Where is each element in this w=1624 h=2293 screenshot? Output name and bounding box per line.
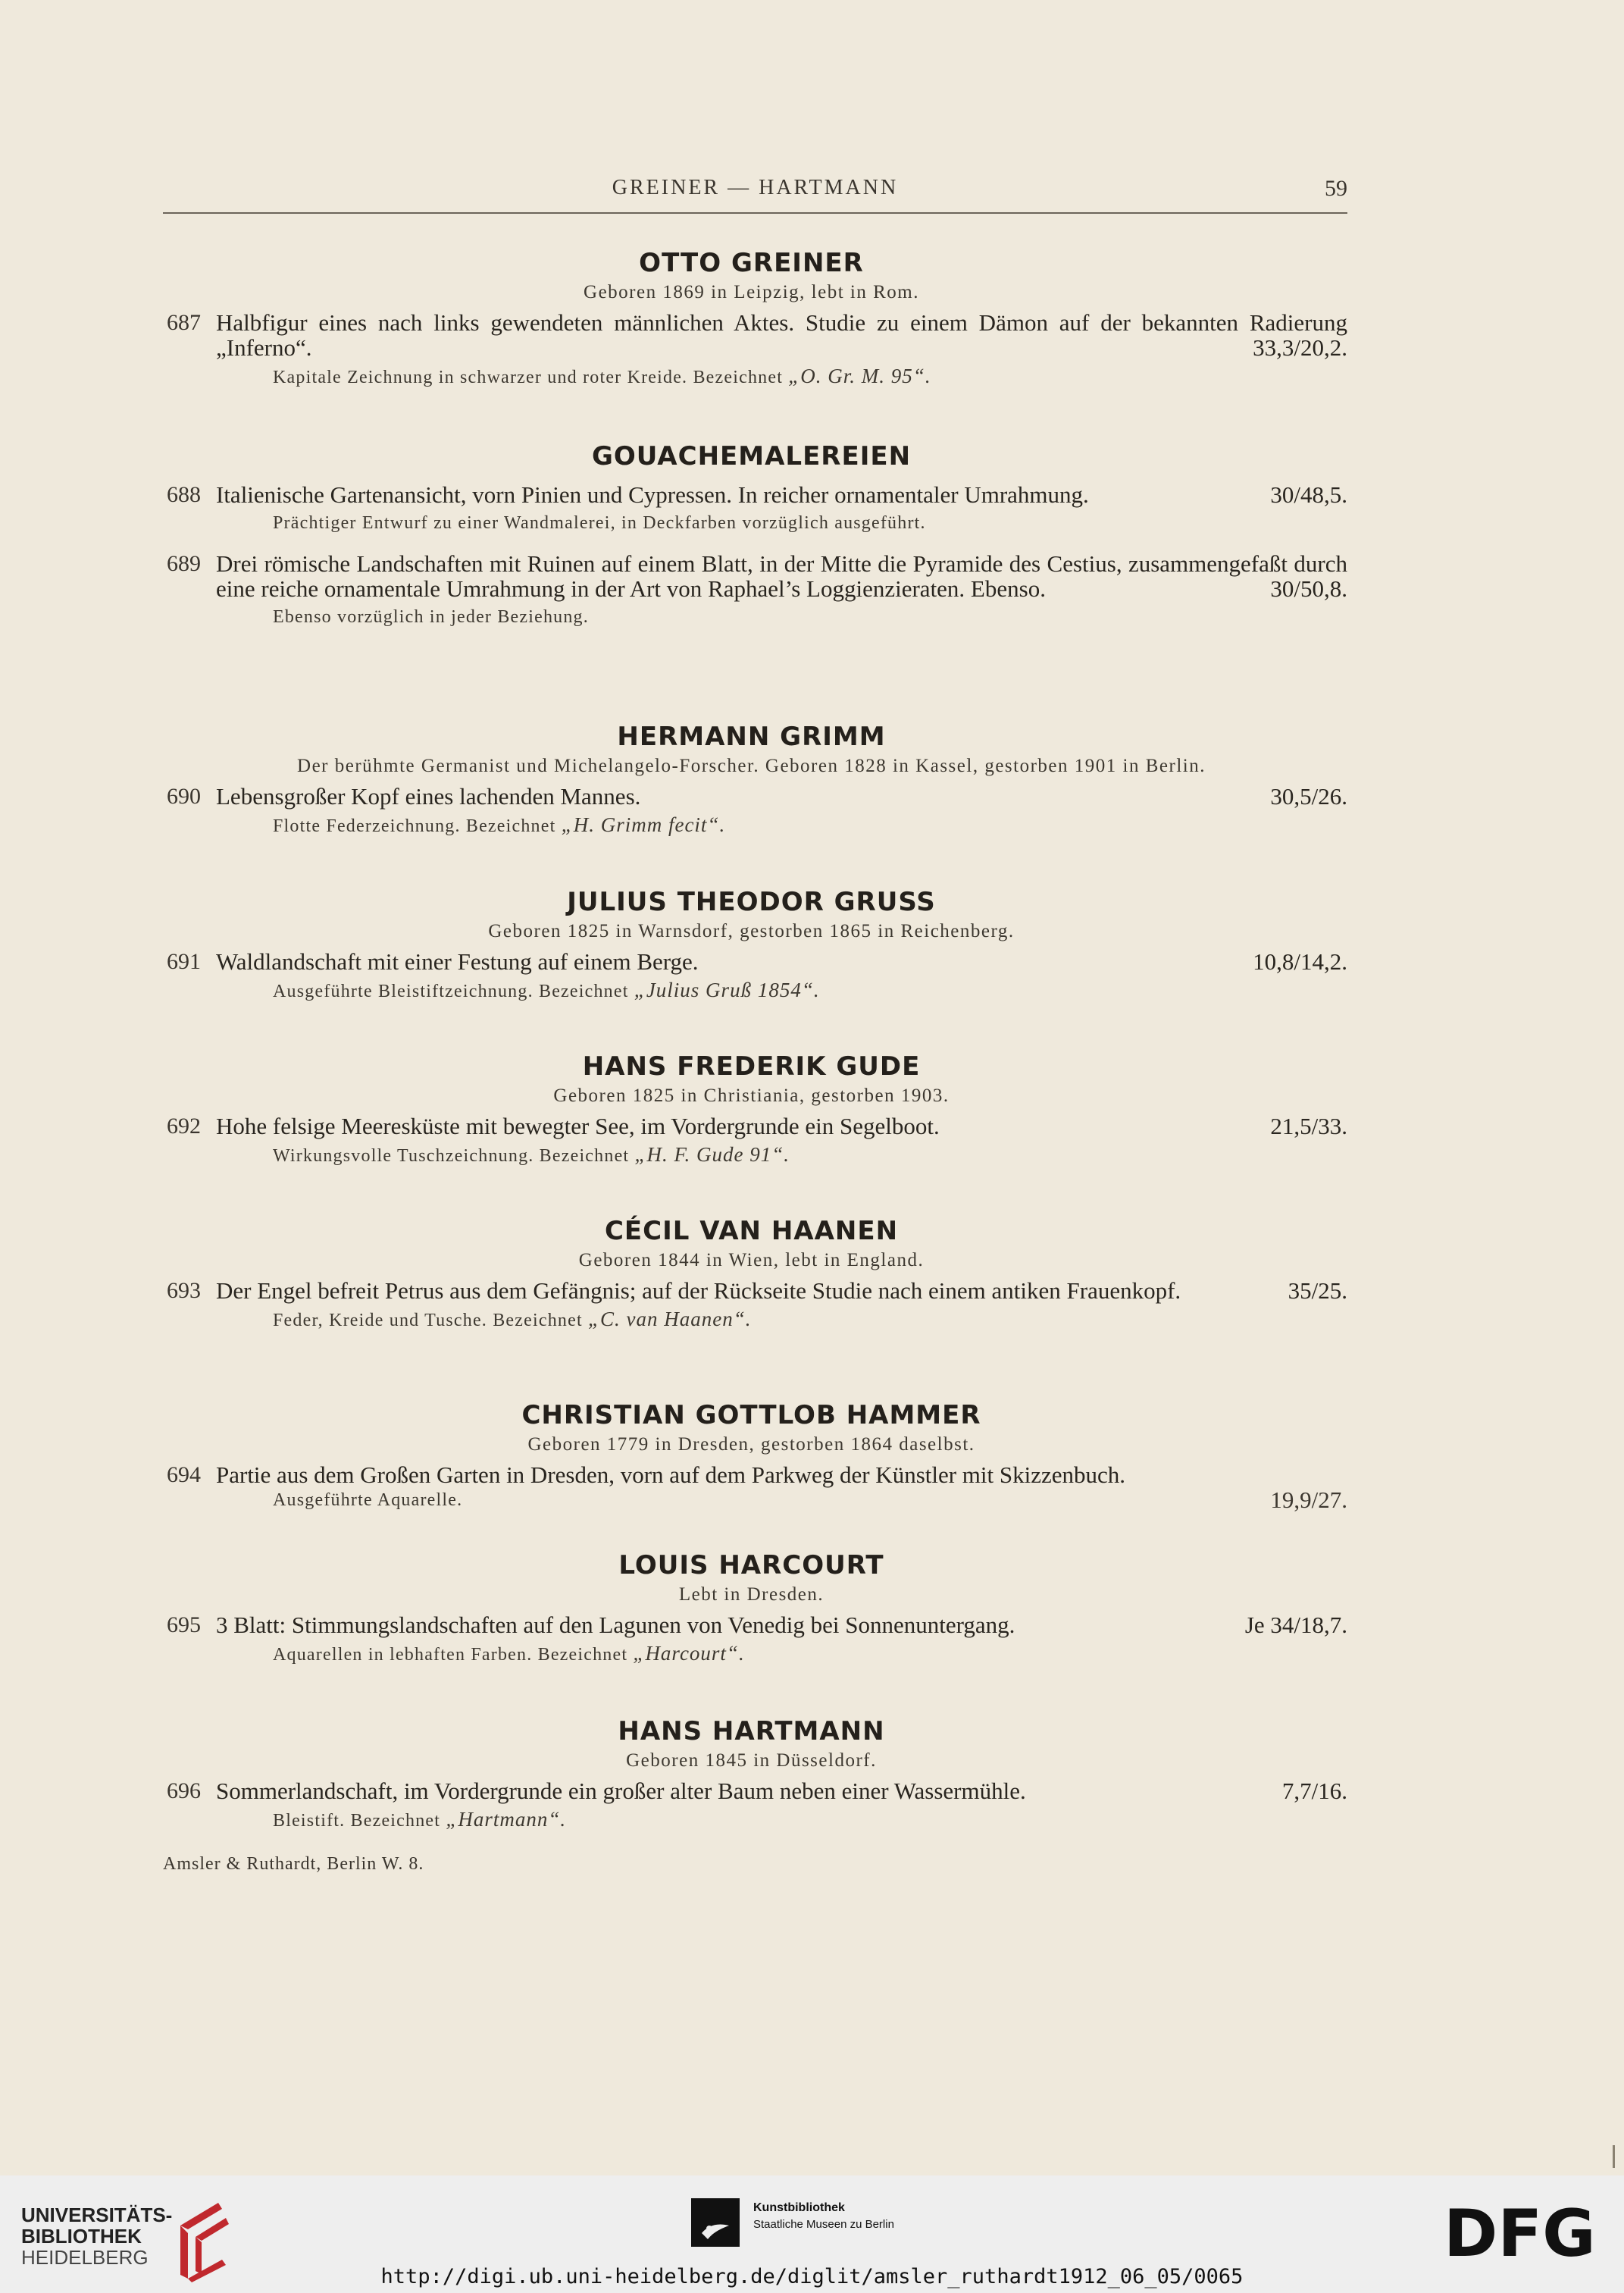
entry-description bbox=[216, 1114, 1347, 1139]
digitization-footer bbox=[0, 2176, 1624, 2293]
running-title: GREINER — HARTMANN bbox=[612, 176, 899, 199]
catalog-entry bbox=[155, 1778, 1347, 1837]
artist-section-hartmann bbox=[155, 1715, 1347, 1837]
artist-name: LOUIS HARCOURT bbox=[618, 1550, 884, 1580]
kunstbibliothek-emblem-icon bbox=[691, 2198, 740, 2247]
entry-note bbox=[273, 360, 1347, 393]
note-text: Flotte Federzeichnung. Bezeichnet bbox=[273, 816, 562, 836]
catalog-entry bbox=[155, 551, 1347, 633]
entry-text: Waldlandschaft mit einer Festung auf einem Berge. bbox=[216, 948, 699, 975]
entry-text: Halbfigur eines nach links gewendeten männlichen Aktes. Studie zu einem Dämon auf der bekannten Radierung „Inferno“. bbox=[216, 309, 1347, 361]
artist-bio: Geboren 1779 in Dresden, gestorben 1864 daselbst. bbox=[527, 1434, 975, 1455]
lot-number: 692 bbox=[167, 1114, 201, 1139]
ub-line-3: HEIDELBERG bbox=[21, 2246, 149, 2269]
catalog-entry bbox=[155, 310, 1347, 393]
entry-size: 21,5/33. bbox=[1270, 1113, 1347, 1139]
artist-name: HANS HARTMANN bbox=[618, 1716, 885, 1746]
entry-description bbox=[216, 310, 1347, 360]
artist-bio: Lebt in Dresden. bbox=[678, 1584, 825, 1605]
entry-description bbox=[216, 784, 1347, 809]
artist-section-grimm bbox=[155, 720, 1347, 842]
ub-logo-text bbox=[21, 2204, 172, 2268]
entry-text: Der Engel befreit Petrus aus dem Gefängnis; auf der Rückseite Studie nach einem antiken Frauenkopf. bbox=[216, 1277, 1181, 1304]
entry-text: Italienische Gartenansicht, vorn Pinien und Cypressen. In reicher ornamentaler Umrahmung. bbox=[216, 481, 1089, 508]
entry-note bbox=[273, 1139, 1347, 1172]
note-text: Feder, Kreide und Tusche. Bezeichnet bbox=[273, 1311, 589, 1330]
dfg-text: DFG bbox=[1444, 2201, 1596, 2266]
entry-note bbox=[273, 1637, 1347, 1671]
artist-name: HERMANN GRIMM bbox=[617, 722, 886, 752]
lot-number: 694 bbox=[167, 1462, 201, 1487]
entry-size: 30/48,5. bbox=[1270, 481, 1347, 508]
artist-section-harcourt bbox=[155, 1549, 1347, 1671]
signature-text: „H. Grimm fecit“. bbox=[561, 813, 726, 836]
catalog-entry bbox=[155, 1462, 1347, 1513]
entry-size: 33,3/20,2. bbox=[1253, 334, 1347, 361]
entry-note bbox=[273, 1803, 1347, 1837]
entry-size: 30/50,8. bbox=[1270, 575, 1347, 602]
entry-note bbox=[273, 1303, 1347, 1336]
catalog-entry bbox=[155, 784, 1347, 842]
entry-description bbox=[216, 551, 1347, 601]
entry-text: 3 Blatt: Stimmungslandschaften auf den Lagunen von Venedig bei Sonnenuntergang. bbox=[216, 1612, 1015, 1638]
artist-heading bbox=[155, 1399, 1347, 1458]
lot-number: 695 bbox=[167, 1612, 201, 1637]
entry-description bbox=[216, 1612, 1347, 1637]
artist-section-greiner bbox=[155, 246, 1347, 393]
signature-text: „C. van Haanen“. bbox=[588, 1308, 752, 1330]
artist-bio: Geboren 1869 in Leipzig, lebt in Rom. bbox=[584, 282, 919, 302]
entry-size: Je 34/18,7. bbox=[1244, 1612, 1347, 1638]
entry-description bbox=[216, 1462, 1347, 1487]
catalog-entry bbox=[155, 949, 1347, 1007]
entry-note: Prächtiger Entwurf zu einer Wandmalerei, in Deckfarben vorzüglich ausgeführt. bbox=[273, 513, 926, 533]
header-rule bbox=[163, 212, 1347, 214]
artist-bio: Geboren 1845 in Düsseldorf. bbox=[626, 1750, 877, 1771]
dfg-logo[interactable] bbox=[1444, 2201, 1607, 2266]
artist-section-hammer bbox=[155, 1399, 1347, 1513]
entry-note bbox=[273, 809, 1347, 842]
signature-text: „Hartmann“. bbox=[446, 1808, 567, 1831]
catalog-entry bbox=[155, 482, 1347, 539]
ub-line-1: UNIVERSITÄTS- bbox=[21, 2204, 173, 2226]
entry-size: 19,9/27. bbox=[1270, 1486, 1347, 1513]
entry-text: Drei römische Landschaften mit Ruinen auf einem Blatt, in der Mitte die Pyramide des Cestius, zusammengefaßt durch eine reiche ornamentale Umrahmung in der Art von Raphael’s Loggienzieraten. Ebenso. bbox=[216, 550, 1347, 602]
artist-name: OTTO GREINER bbox=[639, 248, 864, 278]
catalog-entry bbox=[155, 1612, 1347, 1671]
dfg-wordmark bbox=[1444, 2201, 1607, 2266]
artist-bio: Geboren 1825 in Warnsdorf, gestorben 1865 in Reichenberg. bbox=[488, 921, 1015, 941]
entry-description bbox=[216, 1778, 1347, 1803]
artist-heading bbox=[155, 720, 1347, 779]
artist-name: JULIUS THEODOR GRUSS bbox=[567, 887, 936, 917]
artist-heading bbox=[155, 1050, 1347, 1109]
lot-number: 690 bbox=[167, 784, 201, 809]
section-gouachemalereien bbox=[155, 440, 1347, 633]
artist-bio: Geboren 1825 in Christiania, gestorben 1903. bbox=[553, 1085, 950, 1106]
section-title: GOUACHEMALEREIEN bbox=[591, 441, 912, 471]
entry-description bbox=[216, 482, 1347, 507]
lot-number: 688 bbox=[167, 482, 201, 507]
artist-heading bbox=[155, 1549, 1347, 1608]
scan-edge-mark bbox=[1613, 2145, 1615, 2168]
ub-line-2: BIBLIOTHEK bbox=[21, 2225, 142, 2248]
artist-section-gude bbox=[155, 1050, 1347, 1172]
note-text: Aquarellen in lebhaften Farben. Bezeichnet bbox=[273, 1645, 634, 1665]
entry-size: 30,5/26. bbox=[1270, 783, 1347, 810]
entry-description bbox=[216, 949, 1347, 974]
entry-text: Partie aus dem Großen Garten in Dresden, vorn auf dem Parkweg der Künstler mit Skizzenbuch. bbox=[216, 1461, 1126, 1488]
artist-name: HANS FREDERIK GUDE bbox=[582, 1051, 921, 1082]
note-text: Kapitale Zeichnung in schwarzer und roter Kreide. Bezeichnet bbox=[273, 368, 789, 387]
lot-number: 687 bbox=[167, 310, 201, 335]
artist-section-haanen bbox=[155, 1214, 1347, 1336]
artist-section-gruss bbox=[155, 885, 1347, 1007]
entry-size: 7,7/16. bbox=[1281, 1778, 1347, 1804]
artist-heading bbox=[155, 1715, 1347, 1774]
artist-name: CÉCIL VAN HAANEN bbox=[604, 1216, 899, 1246]
kunstbibliothek-text bbox=[753, 2200, 894, 2233]
running-head bbox=[163, 176, 1347, 214]
section-heading bbox=[155, 440, 1347, 473]
lot-number: 689 bbox=[167, 551, 201, 576]
catalog-entry bbox=[155, 1278, 1347, 1336]
lot-number: 693 bbox=[167, 1278, 201, 1303]
signature-text: „Julius Gruß 1854“. bbox=[634, 979, 820, 1001]
artist-heading bbox=[155, 1214, 1347, 1273]
entry-text: Sommerlandschaft, im Vordergrunde ein großer alter Baum neben einer Wassermühle. bbox=[216, 1778, 1026, 1804]
note-text: Ausgeführte Bleistiftzeichnung. Bezeichnet bbox=[273, 982, 634, 1001]
artist-name: CHRISTIAN GOTTLOB HAMMER bbox=[521, 1400, 981, 1430]
entry-note bbox=[273, 1487, 1347, 1513]
catalog-entry bbox=[155, 1114, 1347, 1172]
kb-line-2: Staatliche Museen zu Berlin bbox=[753, 2218, 894, 2231]
entry-description bbox=[216, 1278, 1347, 1303]
kunstbibliothek-logo[interactable] bbox=[691, 2198, 934, 2259]
entry-size: 10,8/14,2. bbox=[1253, 948, 1347, 975]
kb-line-1: Kunstbibliothek bbox=[753, 2201, 845, 2214]
entry-text: Lebensgroßer Kopf eines lachenden Mannes. bbox=[216, 783, 641, 810]
artist-bio: Geboren 1844 in Wien, lebt in England. bbox=[578, 1250, 925, 1270]
artist-bio: Der berühmte Germanist und Michelangelo-Forscher. Geboren 1828 in Kassel, gestorben 1901 in Berlin. bbox=[297, 756, 1206, 776]
entry-text: Hohe felsige Meeresküste mit bewegter See, im Vordergrunde ein Segelboot. bbox=[216, 1113, 940, 1139]
artist-heading bbox=[155, 246, 1347, 305]
page-number: 59 bbox=[1325, 176, 1347, 201]
entry-size: 35/25. bbox=[1288, 1277, 1347, 1304]
note-text: Ausgeführte Aquarelle. bbox=[273, 1490, 463, 1510]
note-text: Wirkungsvolle Tuschzeichnung. Bezeichnet bbox=[273, 1146, 635, 1166]
publisher-imprint: Amsler & Ruthardt, Berlin W. 8. bbox=[163, 1854, 424, 1874]
note-text: Bleistift. Bezeichnet bbox=[273, 1811, 446, 1831]
entry-note: Ebenso vorzüglich in jeder Beziehung. bbox=[273, 607, 589, 627]
lot-number: 696 bbox=[167, 1778, 201, 1803]
entry-note bbox=[273, 974, 1347, 1007]
lot-number: 691 bbox=[167, 949, 201, 974]
signature-text: „O. Gr. M. 95“. bbox=[788, 365, 931, 387]
artist-heading bbox=[155, 885, 1347, 944]
signature-text: „H. F. Gude 91“. bbox=[634, 1143, 790, 1166]
signature-text: „Harcourt“. bbox=[633, 1642, 745, 1665]
permalink-url[interactable]: http://digi.ub.uni-heidelberg.de/diglit/amsler_ruthardt1912_06_05/0065 bbox=[380, 2265, 1244, 2288]
